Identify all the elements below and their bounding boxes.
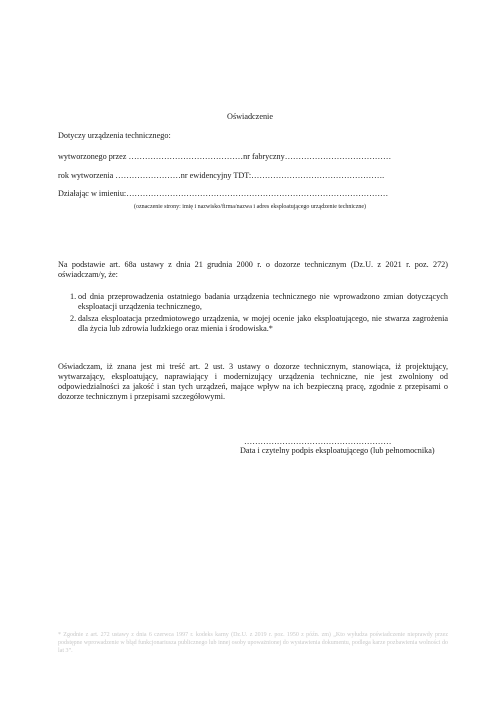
statement-intro: Na podstawie art. 68a ustawy z dnia 21 grudnia 2000 r. o dozorze technicznym (Dz.U. z 2021 r. poz. 272) oświadczam/y, że: [58, 260, 448, 279]
list-item [58, 292, 448, 312]
declaration-paragraph: Oświadczam, iż znana jest mi treść art. 2 ust. 3 ustawy o dozorze technicznym, stanowiąca, iż projektujący, wytwarzający, eksploatujący, naprawiający i modernizujący urządzenia techniczne, nie jest zwolniony od odpowiedzialności za jakość i stan tych urządzeń, mające wpływ na ich bezpieczną pracę, zgodnie z przepisami o dozorze technicznym i przepisami szczegółowymi. [58, 362, 448, 401]
year-line: rok wytworzenia ……………………nr ewidencyjny TDT:…………………………………………. [58, 171, 385, 180]
signature-dots: ……………………………………………… [244, 437, 392, 446]
list-item-text: dalsza eksploatacja przedmiotowego urządzenia, w mojej ocenie jako eksploatującego, nie stwarza zagrożenia dla życia lub zdrowia ludzkiego oraz mienia i środowiska.* [78, 314, 448, 333]
manufacturer-line: wytworzonego przez ……………………………………nr fabryczny………………………………… [58, 152, 392, 161]
device-line: Dotyczy urządzenia technicznego: [58, 131, 171, 140]
list-item-number: 2. [70, 314, 77, 323]
list-item-number: 1. [70, 292, 77, 301]
acting-caption: (oznaczenie strony: imię i nazwisko/firma/nazwa i adres eksploatującego urządzenie techniczne) [133, 204, 367, 210]
acting-line: Działając w imieniu:…………………………………………………………………………………… [58, 189, 389, 198]
document-title: Oświadczenie [227, 112, 273, 121]
statement-list [58, 292, 448, 336]
signature-caption: Data i czytelny podpis eksploatującego (lub pełnomocnika) [240, 446, 435, 455]
list-item-text: od dnia przeprowadzenia ostatniego badania urządzenia technicznego nie wprowadzono zmian dotyczących eksploatacji urządzenia technicznego, [78, 292, 448, 311]
list-item [58, 314, 448, 334]
footnote: * Zgodnie z art. 272 ustawy z dnia 6 czerwca 1997 r. kodeks karny (Dz.U. z 2019 r. poz. 1950 z późn. zm) „Kto wyłudza poświadczenie nieprawdy przez podstępne wprowadzenie w błąd funkcjonariusza publicznego lub innej osoby upoważnionej do wystawienia dokumentu, podlega karze pozbawienia wolności do lat 3”. [58, 632, 448, 654]
